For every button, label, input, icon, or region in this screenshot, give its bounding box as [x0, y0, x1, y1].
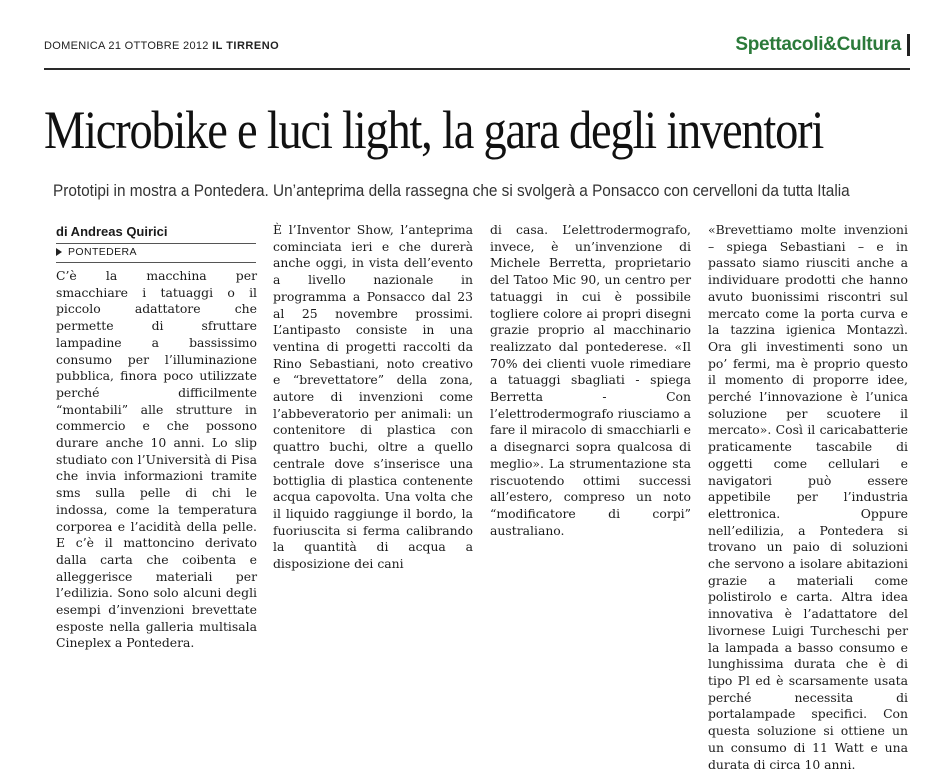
- section-label: Spettacoli&Cultura: [735, 34, 910, 56]
- column-4-text: «Brevettiamo molte invenzioni – spiega Sebastiani – e in passato siamo riusciti anche a individuare prodotti che hanno avuto buonissimi riscontri sul mercato come la porta curva e la tazzina igienica Montazzì. Ora gli investimenti sono un po’ fermi, ma è proprio questo il momento di proporre idee, perché l’innovazione è l’unica soluzione per scuotere il mercato». Così il caricabatterie praticamente tascabile di oggetti come cellulari e navigatori può essere appetibile per l’industria elettronica. Oppure nell’edilizia, a Pontedera si trovano un paio di soluzioni che servono a isolare abitazioni grazie a materiali come polistirolo e carta. Altra idea innovativa è l’adattatore del livornese Luigi Turcheschi per la lampada a basso consumo e lunghissima durata che è di tipo Pl ed è scarsamente usata perché necessita di portalampade specifici. Con questa soluzione si ottiene un un consumo di 11 Watt e una durata di circa 10 anni.: [708, 222, 908, 772]
- article-column-2: [273, 222, 473, 573]
- column-1-text: C’è la macchina per smacchiare i tatuaggi o il piccolo adattatore che permette di sfruttare lampadine a bassissimo consumo per l’illuminazione pubblica, finora poco utilizzate perché difficilmente “montabili” alle strutture in commercio e che possono durare anche 10 anni. Lo slip studiato con l’Università di Pisa che invia informazioni tramite sms sulla pelle di chi le indossa, come la temperatura corporea e l’acidità della pelle. E c’è il mattoncino derivato dalla carta che coibenta e alleggerisce materiali per l’edilizia. Sono solo alcuni degli esempi d’invenzioni brevettate esposte nella galleria multisala Cineplex a Pontedera.: [56, 268, 257, 651]
- newspaper-name: IL TIRRENO: [212, 40, 280, 52]
- article-byline: di Andreas Quirici: [56, 224, 168, 239]
- article-subhead: Prototipi in mostra a Pontedera. Un’anteprima della rassegna che si svolgerà a Ponsacco con cervelloni da tutta Italia: [53, 182, 850, 200]
- article-dateline: [56, 246, 137, 258]
- dateline-divider: [56, 262, 256, 263]
- dateline-text: PONTEDERA: [68, 246, 137, 258]
- issue-date: DOMENICA 21 OTTOBRE 2012: [44, 40, 209, 52]
- column-2-text: È l’Inventor Show, l’anteprima cominciata ieri e che durerà anche oggi, in vista dell’evento a livello nazionale in programma a Ponsacco dal 23 al 25 novembre prossimi. L’antipasto consiste in una ventina di progetti raccolti da Rino Sebastiani, noto creativo e “brevettatore” della zona, autore di invenzioni come l’abbeveratorio per animali: un contenitore di plastica con quattro buchi, oltre a quello centrale dove s’inserisce una bottiglia di plastica contenente acqua capovolta. Una volta che il liquido raggiunge il bordo, la fuoriuscita si ferma calibrando la quantità di acqua a disposizione dei cani: [273, 222, 473, 572]
- column-3-text: di casa. L’elettrodermografo, invece, è un’invenzione di Michele Berretta, proprietario del Tatoo Mic 90, un centro per tatuaggi in cui è possibile togliere colore ai propri disegni grazie proprio al macchinario realizzato dal pontederese. «Il 70% dei clienti vuole rimediare a tatuaggi sbagliati - spiega Berretta - Con l’elettrodermografo riusciamo a fare il miracolo di smacchiarli e a disegnarci sopra qualcosa di meglio». La strumentazione sta riscuotendo ottimi successi all’estero, compreso un noto “modificatore di corpi” australiano.: [490, 222, 691, 538]
- article-column-3: [490, 222, 691, 539]
- article-column-1: [56, 268, 257, 652]
- page-header: [44, 30, 910, 70]
- article-column-4: [708, 222, 908, 773]
- header-date-line: [44, 40, 279, 52]
- article-headline: Microbike e luci light, la gara degli inventori: [44, 100, 824, 160]
- byline-divider: [56, 243, 256, 244]
- dateline-triangle-icon: [56, 248, 62, 256]
